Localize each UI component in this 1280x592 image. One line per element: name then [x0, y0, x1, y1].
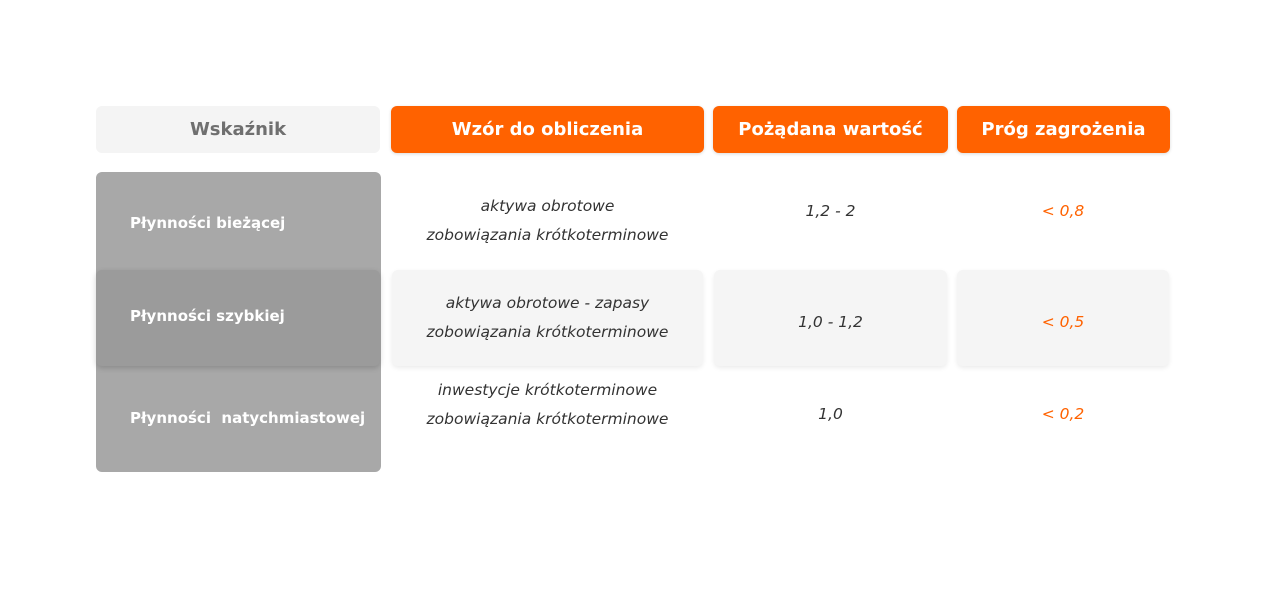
- header-threshold: Próg zagrożenia: [957, 106, 1170, 153]
- row-label-cash-liquidity: Płynności natychmiastowej: [130, 409, 366, 427]
- desired-value-cell: 1,0: [818, 405, 843, 423]
- formula-cell: [392, 366, 703, 472]
- row-label-current-liquidity: Płynności bieżącej: [130, 214, 286, 232]
- threshold-cell: < 0,2: [1041, 405, 1085, 423]
- formula-numerator: inwestycje krótkoterminowe: [437, 381, 658, 399]
- threshold-cell: < 0,8: [1041, 202, 1085, 220]
- formula-cell: [392, 172, 703, 270]
- header-indicator: Wskaźnik: [96, 106, 380, 153]
- formula-numerator: aktywa obrotowe - zapasy: [445, 294, 650, 312]
- threshold-cell: < 0,5: [1041, 313, 1085, 331]
- row-label-quick-liquidity: Płynności szybkiej: [130, 307, 285, 325]
- formula-numerator: aktywa obrotowe: [480, 197, 615, 215]
- desired-value-cell: 1,0 - 1,2: [798, 313, 863, 331]
- formula-denominator: zobowiązania krótkoterminowe: [426, 323, 669, 341]
- header-formula: Wzór do obliczenia: [391, 106, 704, 153]
- formula-denominator: zobowiązania krótkoterminowe: [426, 410, 669, 428]
- desired-value-cell: 1,2 - 2: [805, 202, 856, 220]
- formula-denominator: zobowiązania krótkoterminowe: [426, 226, 669, 244]
- header-desired-value: Pożądana wartość: [713, 106, 948, 153]
- formula-cell: [392, 270, 703, 366]
